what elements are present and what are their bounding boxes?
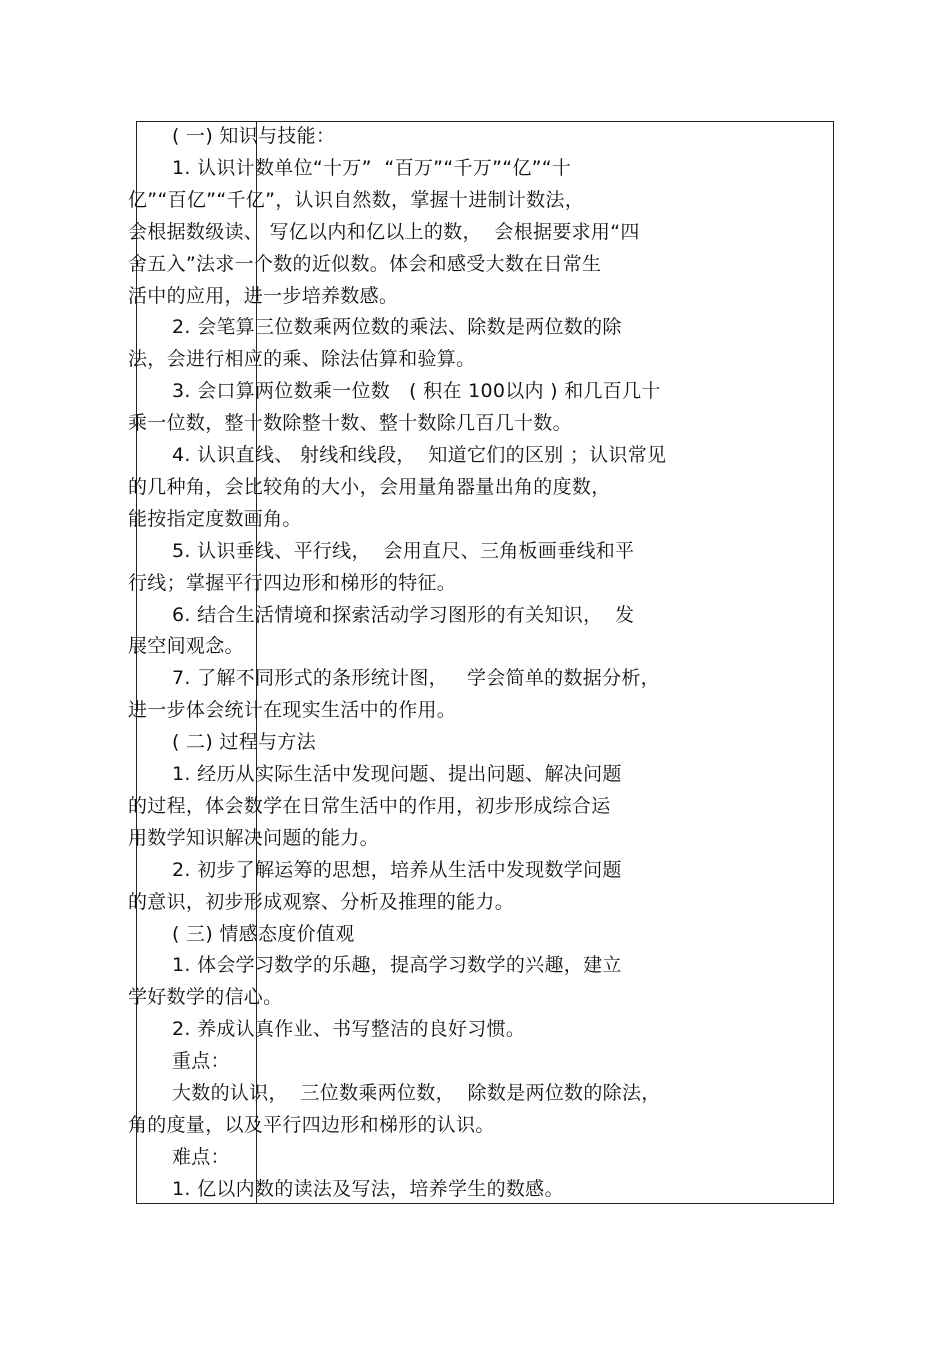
text-line: 进一步体会统计在现实生活中的作用。 <box>128 699 457 722</box>
text-line: 用数学知识解决问题的能力。 <box>128 826 379 849</box>
text-line: 角的度量，以及平行四边形和梯形的认识。 <box>128 1113 495 1136</box>
text-line: 的过程，体会数学在日常生活中的作用，初步形成综合运 <box>128 794 611 817</box>
text-line: 1. 认识计数单位“十万” “百万”“千万”“亿”“十 <box>172 156 572 179</box>
text-line: 大数的认识， 三位数乘两位数， 除数是两位数的除法， <box>172 1082 661 1104</box>
text-line: ( 三) 情感态度价值观 <box>172 922 355 945</box>
text-line: 3. 会口算两位数乘一位数 ( 积在 100以内 ) 和几百几十 <box>172 380 661 403</box>
text-line: 1. 经历从实际生活中发现问题、提出问题、解决问题 <box>172 763 622 785</box>
text-line: 2. 养成认真作业、书写整洁的良好习惯。 <box>172 1018 526 1041</box>
text-line: 7. 了解不同形式的条形统计图， 学会简单的数据分析， <box>172 667 660 690</box>
text-line: 乘一位数，整十数除整十数、整十数除几百几十数。 <box>128 412 572 435</box>
text-line: 展空间观念。 <box>128 635 244 658</box>
text-line: 1. 体会学习数学的乐趣，提高学习数学的兴趣，建立 <box>172 954 622 977</box>
text-line: 能按指定度数画角。 <box>128 507 302 530</box>
text-line: 的意识，初步形成观察、分析及推理的能力。 <box>128 890 515 913</box>
text-line: ( 二) 过程与方法 <box>172 731 316 754</box>
text-line: 学好数学的信心。 <box>128 986 283 1009</box>
text-line: 的几种角，会比较角的大小，会用量角器量出角的度数， <box>128 475 611 498</box>
text-line: 1. 亿以内数的读法及写法，培养学生的数感。 <box>172 1177 564 1200</box>
text-line: 亿”“百亿”“千亿”，认识自然数，掌握十进制计数法， <box>128 188 585 211</box>
text-line: 重点： <box>172 1050 230 1073</box>
text-line: 会根据数级读、 写亿以内和亿以上的数， 会根据要求用“四 <box>128 220 640 243</box>
text-line: 难点： <box>172 1145 230 1168</box>
text-line: 4. 认识直线、 射线和线段， 知道它们的区别 ；认识常见 <box>172 444 667 466</box>
text-line: 行线；掌握平行四边形和梯形的特征。 <box>128 571 457 594</box>
text-line: ( 一) 知识与技能： <box>172 125 336 147</box>
text-line: 2. 初步了解运筹的思想，培养从生活中发现数学问题 <box>172 858 622 881</box>
text-line: 法，会进行相应的乘、除法估算和验算。 <box>128 348 476 371</box>
text-line: 舍五入”法求一个数的近似数。体会和感受大数在日常生 <box>128 252 602 275</box>
text-line: 活中的应用，进一步培养数感。 <box>128 284 399 307</box>
text-line: 5. 认识垂线、平行线， 会用直尺、三角板画垂线和平 <box>172 539 635 562</box>
text-line: 6. 结合生活情境和探索活动学习图形的有关知识， 发 <box>172 603 635 626</box>
text-line: 2. 会笔算三位数乘两位数的乘法、除数是两位数的除 <box>172 316 622 339</box>
